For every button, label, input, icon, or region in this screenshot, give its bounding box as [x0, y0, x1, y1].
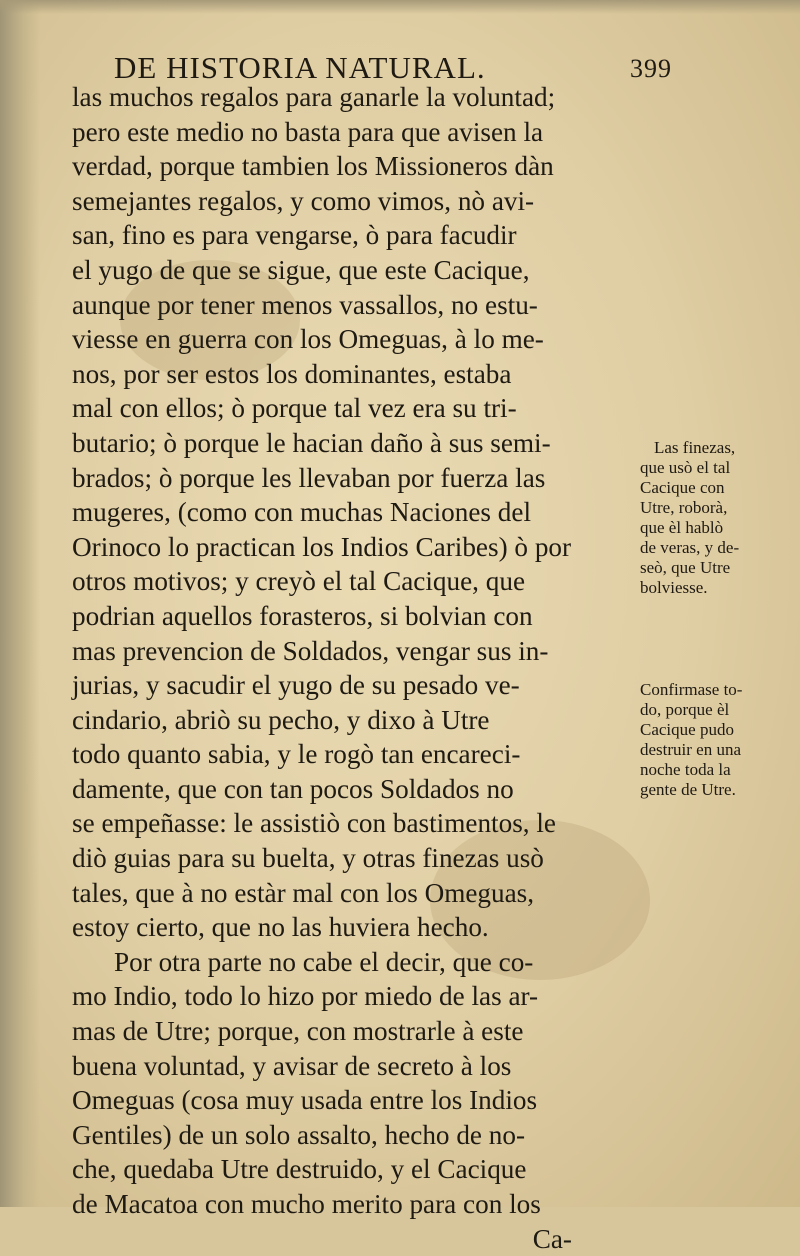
note-line: Confirmase to-: [640, 680, 743, 699]
text-line: todo quanto sabia, y le rogò tan encareci-: [72, 739, 521, 770]
text-line: jurias, y sacudir el yugo de su pesado ve-: [72, 670, 520, 701]
text-line: nos, por ser estos los dominantes, estaba: [72, 358, 512, 389]
text-line: mal con ellos; ò porque tal vez era su tri-: [72, 393, 517, 424]
note-line: gente de Utre.: [640, 780, 736, 799]
note-line: noche toda la: [640, 760, 731, 779]
text-line: che, quedaba Utre destruido, y el Cacique: [72, 1154, 527, 1185]
text-line: cindario, abriò su pecho, y dixo à Utre: [72, 704, 490, 735]
text-line: viesse en guerra con los Omeguas, à lo me-: [72, 324, 544, 355]
text-line: damente, que con tan pocos Soldados no: [72, 773, 514, 804]
note-line: seò, que Utre: [640, 558, 731, 577]
note-line: Cacique con: [640, 478, 725, 497]
text-line: Gentiles) de un solo assalto, hecho de no-: [72, 1119, 526, 1150]
margin-note: [640, 680, 790, 800]
text-line: otros motivos; y creyò el tal Cacique, que: [72, 566, 526, 597]
text-line: el yugo de que se sigue, que este Cacique,: [72, 254, 530, 285]
text-line: brados; ò porque les llevaban por fuerza las: [72, 462, 546, 493]
text-line: buena voluntad, y avisar de secreto à los: [72, 1050, 512, 1081]
note-line: Las finezas,: [654, 438, 736, 457]
text-line: de Macatoa con mucho merito para con los: [72, 1189, 541, 1219]
margin-notes: [640, 438, 790, 882]
catchword: Ca-: [532, 1223, 572, 1254]
text-line: mugeres, (como con muchas Naciones del: [72, 497, 532, 528]
top-edge-shadow: [0, 0, 800, 14]
text-line: butario; ò porque le hacian daño à sus semi-: [72, 427, 551, 458]
note-line: do, porque èl: [640, 700, 730, 719]
note-line: de veras, y de-: [640, 538, 740, 557]
text-line: aunque por tener menos vassallos, no estu-: [72, 289, 538, 320]
text-line: mo Indio, todo lo hizo por miedo de las ar-: [72, 981, 539, 1012]
text-line: estoy cierto, que no las huviera hecho.: [72, 912, 489, 943]
note-line: Cacique pudo: [640, 720, 734, 739]
text-line: Omeguas (cosa muy usada entre los Indios: [72, 1085, 538, 1116]
text-line: mas prevencion de Soldados, vengar sus in-: [72, 635, 549, 666]
margin-note: [640, 438, 790, 598]
text-line: tales, que à no estàr mal con los Omeguas,: [72, 877, 535, 908]
text-line: se empeñasse: le assistiò con bastimentos, le: [72, 808, 556, 839]
binding-shadow: [0, 0, 40, 1207]
note-line: que usò el tal: [640, 458, 731, 477]
running-title: DE HISTORIA NATURAL.: [114, 50, 486, 85]
note-line: Utre, roborà,: [640, 498, 728, 517]
text-line: verdad, porque tambien los Missioneros dàn: [72, 151, 554, 182]
note-line: bolviesse.: [640, 578, 708, 597]
text-line: las muchos regalos para ganarle la voluntad;: [72, 82, 556, 112]
body-text: [72, 80, 632, 1256]
note-line: destruir en una: [640, 740, 742, 759]
paragraph-start-line: Por otra parte no cabe el decir, que co-: [114, 946, 534, 977]
text-line: podrian aquellos forasteros, si bolvian con: [72, 600, 533, 631]
text-line: Orinoco lo practican los Indios Caribes) ò por: [72, 531, 572, 562]
page-number: 399: [630, 54, 672, 83]
text-line: mas de Utre; porque, con mostrarle à este: [72, 1016, 524, 1047]
note-line: que èl hablò: [640, 518, 724, 537]
text-line: semejantes regalos, y como vimos, nò avi-: [72, 185, 535, 216]
text-line: san, fino es para vengarse, ò para facudir: [72, 220, 517, 251]
text-line: pero este medio no basta para que avisen la: [72, 116, 544, 147]
text-line: diò guias para su buelta, y otras finezas usò: [72, 843, 544, 874]
